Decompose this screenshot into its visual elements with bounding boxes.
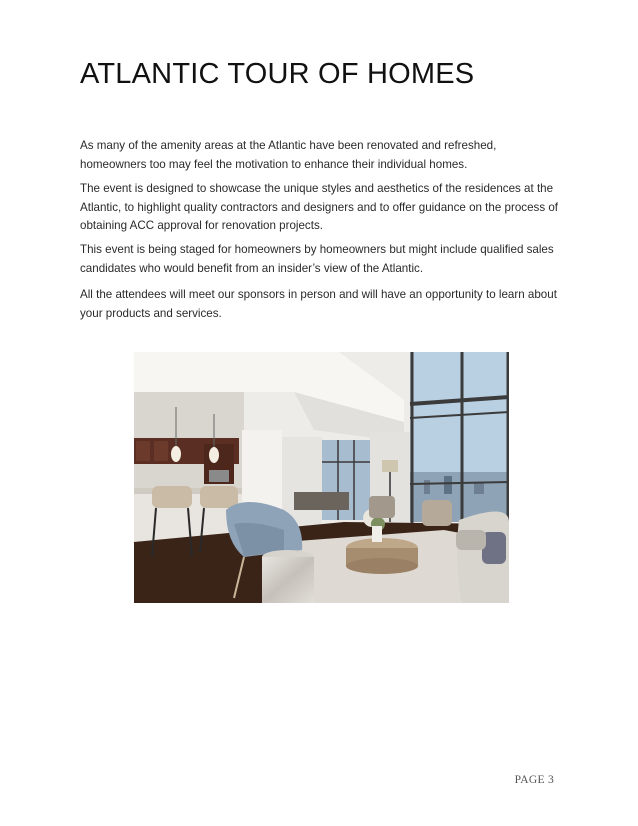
paragraph-sponsors: All the attendees will meet our sponsors in person and will have an opportunity to learn about your products and services. bbox=[80, 288, 557, 320]
paragraph-audience: This event is being staged for homeowners by homeowners but might include qualified sales candidates who would benefit from an insider’s view of the Atlantic. bbox=[80, 243, 554, 275]
page-title: ATLANTIC TOUR OF HOMES bbox=[80, 58, 475, 90]
page-number: PAGE 3 bbox=[514, 774, 554, 786]
paragraph-renovations: As many of the amenity areas at the Atlantic have been renovated and refreshed, homeowners too may feel the motivation to enhance their individual homes. bbox=[80, 139, 497, 171]
paragraph-event-purpose: The event is designed to showcase the unique styles and aesthetics of the residences at the Atlantic, to highlight quality contractors and designers and to offer guidance on the process of obtaining ACC approval for renovation projects. bbox=[80, 182, 559, 232]
living-room-photo bbox=[134, 352, 509, 603]
